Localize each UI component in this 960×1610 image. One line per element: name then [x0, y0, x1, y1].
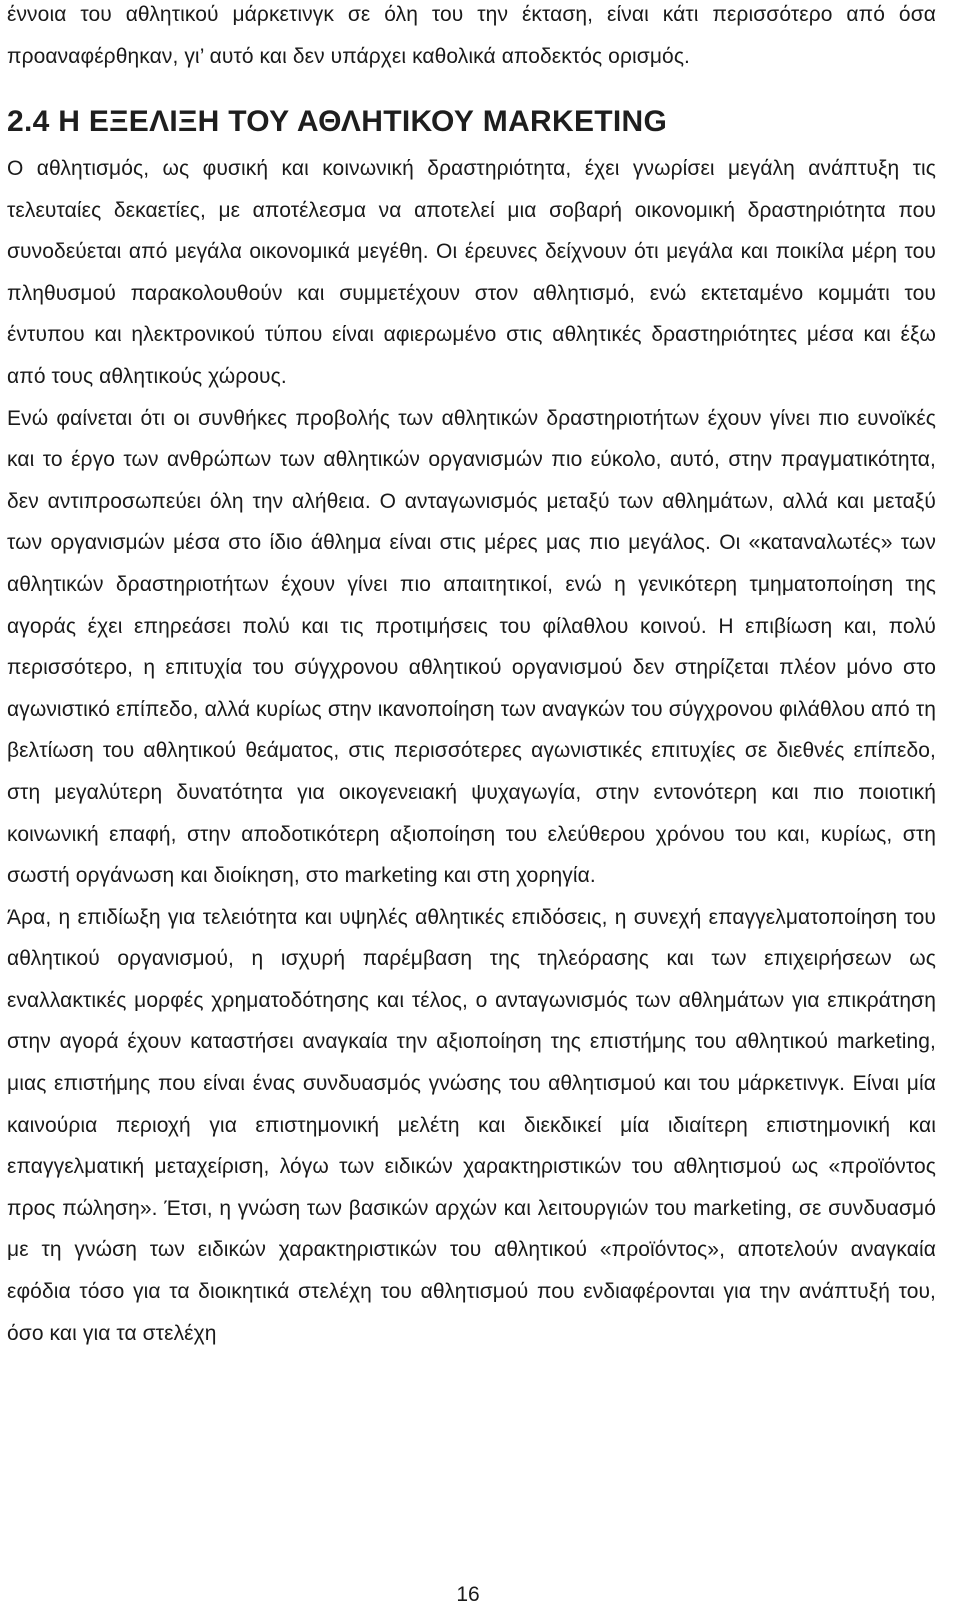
page-number: 16 [456, 1583, 480, 1606]
paragraph-competition: Ενώ φαίνεται ότι οι συνθήκες προβολής των αθλητικών δραστηριοτήτων έχουν γίνει πιο ευνοϊκές και το έργο των ανθρώπων των αθλητικών οργανισμών πιο εύκολο, αυτό, στην πραγματικότητα, δεν αντιπροσωπεύει όλη την αλήθεια. Ο ανταγωνισμός μεταξύ των αθλημάτων, αλλά και μεταξύ των οργανισμών μέσα στο ίδιο άθλημα είναι στις μέρες μας πιο μεγάλος. Οι «καταναλωτές» των αθλητικών δραστηριοτήτων έχουν γίνει πιο απαιτητικοί, ενώ η γενικότερη τμηματοποίηση της αγοράς έχει επηρεάσει πολύ και τις προτιμήσεις του φίλαθλου κοινού. Η επιβίωση και, πολύ περισσότερο, η επιτυχία του σύγχρονου αθλητικού οργανισμού δεν στηρίζεται πλέον μόνο στο αγωνιστικό επίπεδο, αλλά κυρίως στην ικανοποίηση των αναγκών του σύγχρονου φιλάθλου από τη βελτίωση του αθλητικού θεάματος, στις περισσότερες αγωνιστικές επιτυχίες σε διεθνές επίπεδο, στη μεγαλύτερη δυνατότητα για οικογενειακή ψυχαγωγία, στην εντονότερη και πιο ποιοτική κοινωνική επαφή, στην αποδοτικότερη αξιοποίηση του ελεύθερου χρόνου του και, κυρίως, στη σωστή οργάνωση και διοίκηση, στο marketing και στη χορηγία. [7, 406, 936, 888]
paragraph-sports-growth: Ο αθλητισμός, ως φυσική και κοινωνική δραστηριότητα, έχει γνωρίσει μεγάλη ανάπτυξη τις τελευταίες δεκαετίες, με αποτέλεσμα να αποτελεί μια σοβαρή οικονομική δραστηριότητα που συνοδεύεται από μεγάλα οικονομικά μεγέθη. Οι έρευνες δείχνουν ότι μεγάλα και ποικίλα μέρη του πληθυσμού παρακολουθούν και συμμετέχουν στον αθλητισμό, ενώ εκτεταμένο κομμάτι του έντυπου και ηλεκτρονικού τύπου είναι αφιερωμένο στις αθλητικές δραστηριότητες μέσα και έξω από τους αθλητικούς χώρους. [7, 157, 936, 388]
intro-paragraph: έννοια του αθλητικού μάρκετινγκ σε όλη του την έκταση, είναι κάτι περισσότερο από όσα προαναφέρθηκαν, γι’ αυτό και δεν υπάρχει καθολικά αποδεκτός ορισμός. [7, 3, 936, 68]
section-body [7, 148, 936, 1354]
section-heading: 2.4 Η ΕΞΕΛΙΞΗ ΤΟΥ ΑΘΛΗΤΙΚΟΥ MARKETING [7, 105, 668, 138]
paragraph-sports-marketing-science: Άρα, η επιδίωξη για τελειότητα και υψηλές αθλητικές επιδόσεις, η συνεχή επαγγελματοποίηση του αθλητικού οργανισμού, η ισχυρή παρέμβαση της τηλεόρασης και των επιχειρήσεων ως εναλλακτικές μορφές χρηματοδότησης και τέλος, ο ανταγωνισμός των αθλημάτων για επικράτηση στην αγορά έχουν καταστήσει αναγκαία την αξιοποίηση της επιστήμης του αθλητικού marketing, μιας επιστήμης που είναι ένας συνδυασμός γνώσης του αθλητισμού και του μάρκετινγκ. Είναι μία καινούρια περιοχή για επιστημονική μελέτη και διεκδικεί μία ιδιαίτερη επιστημονική και επαγγελματική μεταχείριση, λόγω των ειδικών χαρακτηριστικών του αθλητισμού ως «προϊόντος προς πώληση». Έτσι, η γνώση των βασικών αρχών και λειτουργιών του marketing, σε συνδυασμό με τη γνώση των ειδικών χαρακτηριστικών του αθλητικού «προϊόντος», αποτελούν αναγκαία εφόδια τόσο για τα διοικητικά στελέχη του αθλητισμού που ενδιαφέρονται για την ανάπτυξή του, όσο και για τα στελέχη [7, 905, 936, 1345]
